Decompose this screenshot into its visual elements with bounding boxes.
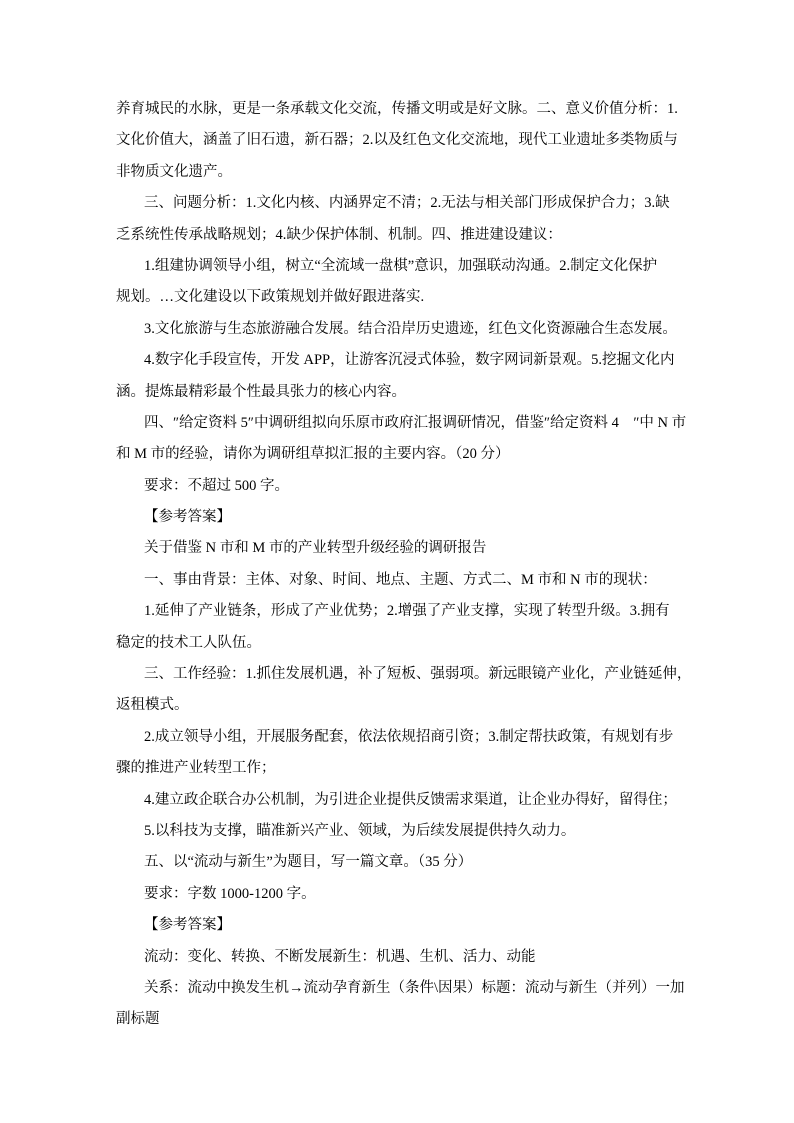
text-line: 4.数字化手段宣传，开发 APP，让游客沉浸式体验，数字网词新景观。5.挖掘文化内 [144,352,675,369]
text-line: 1.延伸了产业链条，形成了产业优势；2.增强了产业支撑，实现了转型升级。3.拥有 [144,603,670,620]
text-line: 1.组建协调领导小组，树立“全流域一盘棋”意识，加强联动沟通。2.制定文化保护 [144,257,658,274]
text-line: 三、问题分析：1.文化内核、内涵界定不清；2.无法与相关部门形成保护合力；3.缺 [144,195,670,212]
text-line: 稳定的技术工人队伍。 [116,634,261,651]
text-line: 3.文化旅游与生态旅游融合发展。结合沿岸历史遗迹，红色文化资源融合生态发展。 [144,320,677,337]
text-line: 和 M 市的经验，请你为调研组草拟汇报的主要内容。（20 分） [116,446,510,463]
text-line: 要求：字数 1000-1200 字。 [144,885,316,902]
text-line: 一、事由背景：主体、对象、时间、地点、主题、方式二、M 市和 N 市的现状： [144,571,657,588]
text-line: 【参考答案】 [144,509,231,526]
text-line: 关系：流动中换发生机→流动孕育新生（条件\因果）标题：流动与新生（并列）一加 [144,979,685,996]
text-line: 非物质文化遗产。 [116,163,232,180]
text-line: 四、″给定资料 5″中调研组拟向乐原市政府汇报调研情况，借鉴″给定资料 4 ″中 N 市 [144,414,687,431]
text-line: 4.建立政企联合办公机制，为引进企业提供反馈需求渠道，让企业办得好，留得住； [144,791,677,808]
text-line: 三、工作经验：1.抓住发展机遇，补了短板、强弱项。新远眼镜产业化，产业链延伸， [144,666,692,683]
text-line: 骤的推进产业转型工作； [116,760,276,777]
text-line: 2.成立领导小组，开展服务配套，依法依规招商引资；3.制定帮扶政策，有规划有步 [144,728,674,745]
text-line: 【参考答案】 [144,917,231,934]
text-line: 关于借鉴 N 市和 M 市的产业转型升级经验的调研报告 [144,540,487,557]
text-line: 五、以“流动与新生”为题目，写一篇文章。（35 分） [144,854,473,871]
text-line: 乏系统性传承战略规划；4.缺少保护体制、机制。四、推进建设建议： [116,226,562,243]
text-line: 返租模式。 [116,697,189,714]
text-line: 养育城民的水脉，更是一条承载文化交流，传播文明或是好文脉。二、意义价值分析：1. [116,101,678,117]
text-line: 5.以科技为支撑，瞄准新兴产业、领域，为后续发展提供持久动力。 [144,822,576,839]
text-line: 流动：变化、转换、不断发展新生：机遇、生机、活力、动能 [144,948,536,965]
document-text-block [116,94,692,1036]
text-line: 文化价值大，涵盖了旧石遗，新石器；2.以及红色文化交流地，现代工业遗址多类物质与 [116,132,678,149]
text-line: 规划。…文化建设以下政策规划并做好跟进落实. [116,289,425,306]
text-line: 副标题 [116,1011,160,1028]
text-line: 涵。提炼最精彩最个性最具张力的核心内容。 [116,383,406,400]
text-line: 要求：不超过 500 字。 [144,477,289,494]
